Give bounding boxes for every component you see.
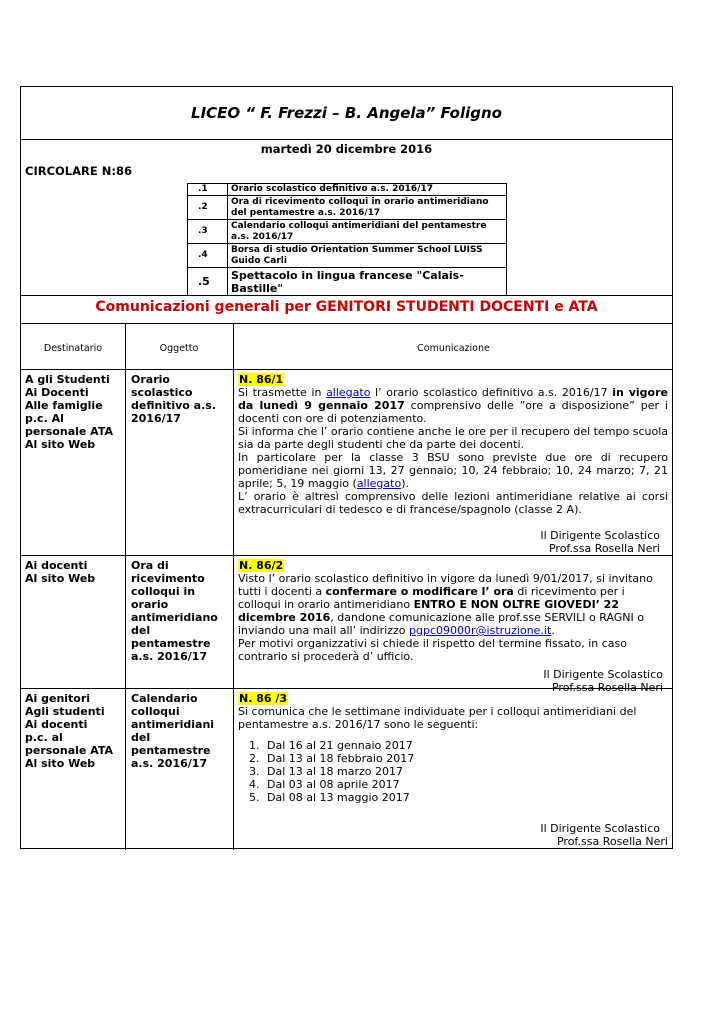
communications-title: Comunicazioni generali per GENITORI STUDENTI DOCENTI e ATA: [95, 299, 598, 315]
signature-title: Il Dirigente Scolastico: [540, 529, 660, 542]
header-destinatario: Destinatario: [43, 343, 103, 354]
signature-name: Prof.ssa Rosella Neri: [551, 681, 663, 694]
divider: [21, 139, 672, 140]
recipient-list: A gli Studenti Ai Docenti Alle famiglie p.c. Al personale ATA Al sito Web: [25, 373, 113, 451]
subject: Calendario colloqui antimeridiani del pentamestre a.s. 2016/17: [131, 692, 215, 770]
circular-index: [187, 183, 507, 296]
meeting-weeks-list: [238, 739, 668, 804]
recipient-list: Ai genitori Agli studenti Ai docenti p.c. al personale ATA Al sito Web: [25, 692, 113, 770]
circular-date: martedì 20 dicembre 2016: [260, 142, 433, 156]
communication-86-3: N. 86 /3 Si comunica che le settimane individuate per i colloqui antimeridiani del pentamestre a.s. 2016/17 sono le seguenti: 1. Dal 16 al 21 gennaio 2017 2. Dal 13 al 18 febbraio 2017 3. Dal 13 al 18 marzo 2017 4. Dal 03 al 08 aprile 2017 5. Dal 08 al 13 maggio 2017 Il Dirigente Scolastico Prof.ssa Rosella Neri: [238, 692, 668, 848]
signature-title: Il Dirigente Scolastico: [540, 822, 660, 835]
index-row: .3 Calendario colloqui antimeridiani del pentamestre a.s. 2016/17: [188, 220, 507, 244]
index-row: .5 Spettacolo in lingua francese "Calais-Bastille": [188, 268, 507, 296]
divider: [21, 295, 672, 296]
subject: Orario scolastico definitivo a.s. 2016/17: [131, 373, 217, 425]
school-title: LICEO “ F. Frezzi – B. Angela” Foligno: [191, 104, 502, 122]
email-link[interactable]: pgpc09000r@istruzione.it: [409, 624, 552, 637]
subject: Ora di ricevimento colloqui in orario antimeridiano del pentamestre a.s. 2016/17: [131, 559, 218, 663]
list-item: 5. Dal 08 al 13 maggio 2017: [263, 791, 668, 804]
column-divider: [125, 323, 126, 850]
header-oggetto: Oggetto: [159, 343, 199, 354]
divider: [21, 323, 672, 324]
index-row: .4 Borsa di studio Orientation Summer School LUISS Guido Carli: [188, 244, 507, 268]
notice-number: N. 86/2: [239, 559, 284, 572]
header-comunicazione: Comunicazione: [417, 343, 490, 354]
list-item: 3. Dal 13 al 18 marzo 2017: [263, 765, 668, 778]
list-item: 4. Dal 03 al 08 aprile 2017: [263, 778, 668, 791]
index-row: .1 Orario scolastico definitivo a.s. 2016/17: [188, 184, 507, 196]
notice-number: N. 86 /3: [239, 692, 288, 705]
circular-number: CIRCOLARE N:86: [25, 164, 132, 178]
row-divider: [21, 369, 672, 370]
signature-name: Prof.ssa Rosella Neri: [556, 835, 668, 848]
attachment-link[interactable]: allegato: [326, 386, 371, 399]
signature-name: Prof.ssa Rosella Neri: [548, 542, 660, 555]
communication-86-2: N. 86/2 Visto l’ orario scolastico definitivo in vigore da lunedì 9/01/2017, si invitano tutti i docenti a confermare o modificare l’ ora di ricevimento per i colloqui in orario antimeridiano ENTRO E NON OLTRE GIOVEDI’ 22 dicembre 2016, dandone comunicazione alle prof.sse SERVILI o RAGNI o inviando una mail all’ indirizzo pgpc09000r@istruzione.it. Per motivi organizzativi si chiede il rispetto del termine fissato, in caso contrario si procederà d’ ufficio. Il Dirigente Scolastico Prof.ssa Rosella Neri: [238, 559, 663, 694]
notice-number: N. 86/1: [239, 373, 284, 386]
communication-86-1: N. 86/1 Si trasmette in allegato l’ orario scolastico definitivo a.s. 2016/17 in vigore da lunedì 9 gennaio 2017 comprensivo delle ”ore a disposizione” per i docenti con ore di potenziamento. Si informa che l’ orario contiene anche le ore per il recupero del tempo scuola sia da parte degli studenti che da parte dei docenti. In particolare per la classe 3 BSU sono previste due ore di recupero pomeridiane nei giorni 13, 27 gennaio; 10, 24 febbraio; 10, 24 marzo; 7, 21 aprile; 5, 19 maggio (allegato). L’ orario è altresì comprensivo delle lezioni antimeridiane relative ai corsi extracurriculari di tedesco e di francese/spagnolo (classe 2 A). Il Dirigente Scolastico Prof.ssa Rosella Neri: [238, 373, 668, 555]
circular-frame: [20, 86, 673, 849]
index-row: .2 Ora di ricevimento colloqui in orario antimeridiano del pentamestre a.s. 2016/17: [188, 196, 507, 220]
row-divider: [21, 555, 672, 556]
signature-title: Il Dirigente Scolastico: [543, 668, 663, 681]
list-item: 2. Dal 13 al 18 febbraio 2017: [263, 752, 668, 765]
list-item: 1. Dal 16 al 21 gennaio 2017: [263, 739, 668, 752]
attachment-link[interactable]: allegato: [356, 477, 402, 490]
recipient-list: Ai docenti Al sito Web: [25, 559, 96, 585]
column-divider: [233, 323, 234, 850]
